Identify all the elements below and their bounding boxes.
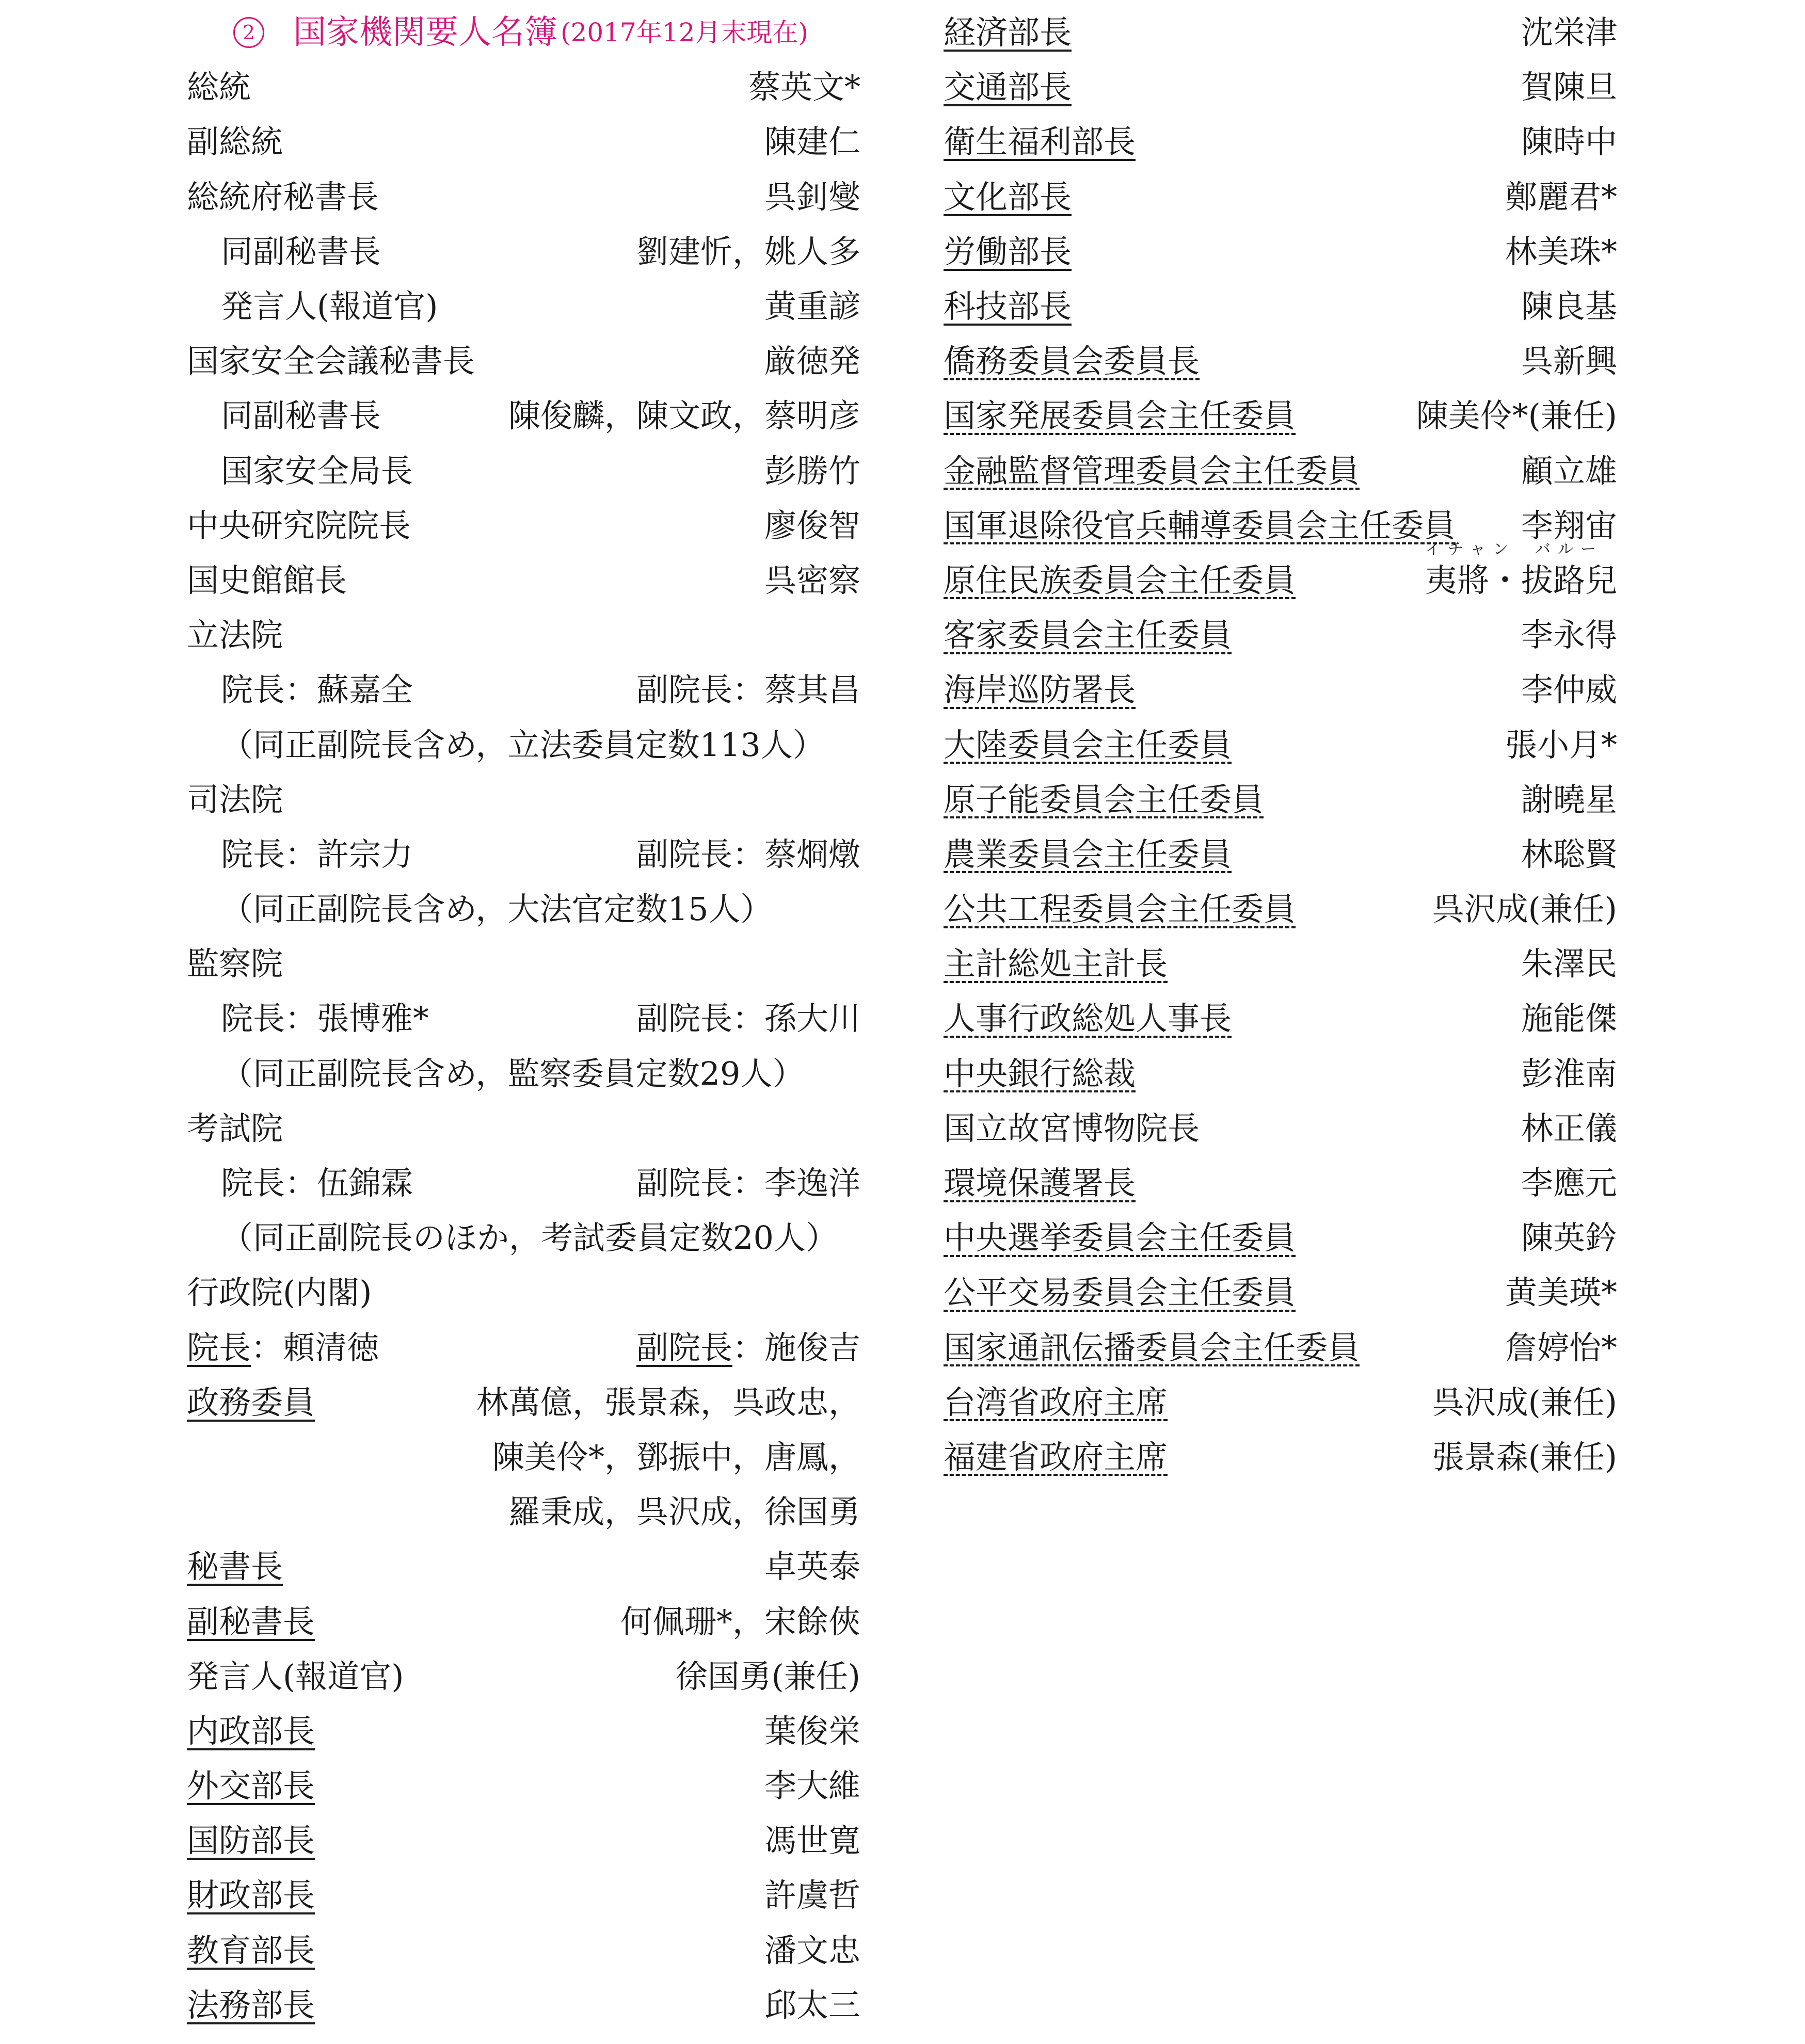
section-title	[187, 5, 860, 60]
entry-row	[187, 1759, 860, 1813]
post-label: 交通部長	[944, 68, 1072, 106]
entry-row	[944, 224, 1617, 279]
entry-row	[944, 937, 1617, 991]
vice-president-name: 副院長：李逸洋	[636, 1164, 860, 1202]
name-part: 拔路兒	[1521, 561, 1617, 599]
post-label: 総統府秘書長	[187, 178, 379, 216]
entry-row	[187, 170, 860, 224]
entry-row	[187, 1594, 860, 1649]
person-name: 馮世寛	[764, 1822, 860, 1860]
person-name: 卓英泰	[764, 1548, 860, 1586]
entry-row	[187, 498, 860, 553]
person-name: 陳美伶*(兼任)	[1416, 397, 1617, 435]
post-label: 福建省政府主席	[944, 1438, 1168, 1476]
post-label: 国家通訊伝播委員会主任委員	[944, 1328, 1360, 1366]
post-label: 内政部長	[187, 1712, 315, 1750]
seat-note	[187, 1211, 860, 1265]
post-label: 公共工程委員会主任委員	[944, 890, 1296, 928]
entry-row	[187, 1868, 860, 1923]
entry-row	[944, 334, 1617, 389]
post-label: 教育部長	[187, 1931, 315, 1969]
vice-president-name: 副院長：蔡其昌	[636, 671, 860, 709]
entry-row	[944, 115, 1617, 169]
left-column	[187, 5, 860, 2033]
name-separator: ・	[1489, 561, 1521, 599]
post-label: 衛生福利部長	[944, 123, 1136, 161]
post-label: 同副秘書長	[221, 232, 381, 270]
post-label: 経済部長	[944, 13, 1072, 52]
entry-row	[944, 389, 1617, 443]
post-label: 中央銀行総裁	[944, 1054, 1136, 1092]
person-name: 謝曉星	[1521, 780, 1617, 818]
entry-row	[944, 608, 1617, 663]
person-name: 張小月*	[1505, 726, 1617, 764]
post-label: 国防部長	[187, 1822, 315, 1860]
branch-label: 司法院	[187, 780, 283, 818]
title-date: (2017年12月末現在)	[561, 18, 808, 48]
person-name: 何佩珊*，宋餘俠	[620, 1602, 860, 1640]
entry-row	[944, 498, 1617, 553]
person-name: 呉新興	[1521, 342, 1617, 380]
entry-row	[187, 1704, 860, 1759]
post-label: 人事行政総処人事長	[944, 1000, 1232, 1038]
entry-row	[944, 772, 1617, 827]
person-name: 彭勝竹	[764, 452, 860, 490]
person-name: 林美珠*	[1505, 232, 1617, 270]
person-name: 黄美瑛*	[1505, 1274, 1617, 1312]
person-name: 邱太三	[764, 1986, 860, 2024]
person-name: 許虞哲	[764, 1876, 860, 1914]
post-label: 金融監督管理委員会主任委員	[944, 452, 1360, 490]
entry-row	[944, 279, 1617, 334]
right-column	[944, 5, 1617, 1485]
post-label: 副総統	[187, 123, 283, 161]
entry-row	[944, 170, 1617, 224]
entry-row	[187, 334, 860, 389]
entry-row	[944, 663, 1617, 717]
person-name: 呉釗燮	[764, 178, 860, 216]
post-label: 客家委員会主任委員	[944, 616, 1232, 654]
person-name: 廖俊智	[764, 506, 860, 544]
vice-president-name: 副院長：孫大川	[636, 1000, 860, 1038]
premier-name: ：頼清徳	[251, 1328, 379, 1366]
post-label: 外交部長	[187, 1767, 315, 1805]
vice-premier-title: 副院長	[636, 1328, 732, 1366]
leaders-row	[187, 1321, 860, 1375]
post-label: 原住民族委員会主任委員	[944, 561, 1296, 599]
premier-title: 院長	[187, 1328, 251, 1366]
note-text: （同正副院長のほか，考試委員定数20人）	[221, 1219, 838, 1257]
entry-row	[944, 882, 1617, 937]
entry-row	[187, 224, 860, 279]
branch-heading	[187, 937, 860, 991]
person-name: 施能傑	[1521, 1000, 1617, 1038]
person-name: 陳英鈐	[1521, 1219, 1617, 1257]
person-name: 呉密察	[764, 561, 860, 599]
entry-row	[944, 717, 1617, 772]
person-name: 朱澤民	[1521, 945, 1617, 983]
person-name: 黄重諺	[764, 287, 860, 326]
person-name: 沈栄津	[1521, 13, 1617, 52]
person-name: 葉俊栄	[764, 1712, 860, 1750]
person-name: 羅秉成，呉沢成，徐国勇	[508, 1493, 860, 1531]
vice-premier-name: ：施俊吉	[732, 1328, 860, 1366]
entry-row	[187, 115, 860, 169]
entry-row	[187, 1923, 860, 1978]
entry-row	[187, 553, 860, 608]
president-name: 院長：蘇嘉全	[221, 671, 413, 709]
person-name: 鄭麗君*	[1505, 178, 1617, 216]
entry-row	[187, 444, 860, 498]
person-name: 潘文忠	[764, 1931, 860, 1969]
entry-row	[944, 1101, 1617, 1156]
entry-row	[944, 1375, 1617, 1430]
branch-heading	[187, 1265, 860, 1320]
person-name: 陳俊麟，陳文政，蔡明彦	[508, 397, 860, 435]
entry-row	[944, 1047, 1617, 1101]
person-name: 詹婷怡*	[1505, 1328, 1617, 1366]
entry-row	[944, 991, 1617, 1046]
seat-note	[187, 882, 860, 937]
person-name: 李大維	[764, 1767, 860, 1805]
person-name: 林聡賢	[1521, 835, 1617, 873]
entry-row	[187, 1539, 860, 1594]
entry-row	[944, 1321, 1617, 1375]
person-name: 李翔宙	[1521, 506, 1617, 544]
entry-row	[944, 444, 1617, 498]
post-label: 国史館館長	[187, 561, 347, 599]
post-label: 財政部長	[187, 1876, 315, 1914]
post-label: 主計総処主計長	[944, 945, 1168, 983]
note-text: （同正副院長含め，立法委員定数113人）	[221, 726, 825, 764]
entry-row	[187, 60, 860, 115]
seat-note	[187, 1047, 860, 1101]
entry-row	[944, 827, 1617, 882]
person-name: 林萬億，張景森，呉政忠，	[476, 1383, 860, 1421]
leaders-row	[187, 827, 860, 882]
note-text: （同正副院長含め，大法官定数15人）	[221, 890, 773, 928]
name-part: 夷將	[1425, 561, 1489, 599]
note-text: （同正副院長含め，監察委員定数29人）	[221, 1054, 805, 1092]
person-name: 張景森(兼任)	[1432, 1438, 1617, 1476]
post-label: 副秘書長	[187, 1602, 315, 1640]
post-label: 国立故宮博物院長	[944, 1109, 1200, 1147]
person-name: 陳建仁	[764, 123, 860, 161]
post-label: 国家発展委員会主任委員	[944, 397, 1296, 435]
person-name: 陳美伶*，鄧振中，唐鳳，	[492, 1438, 860, 1476]
entry-row	[187, 1375, 860, 1430]
person-name: 陳時中	[1521, 123, 1617, 161]
leaders-row	[187, 991, 860, 1046]
post-label: 公平交易委員会主任委員	[944, 1274, 1296, 1312]
person-name: 呉沢成(兼任)	[1432, 1383, 1617, 1421]
person-name: 彭淮南	[1521, 1054, 1617, 1092]
entry-row-continued	[187, 1430, 860, 1485]
person-name: 李應元	[1521, 1164, 1617, 1202]
post-label: 政務委員	[187, 1383, 315, 1421]
entry-row	[944, 1156, 1617, 1211]
post-label: 法務部長	[187, 1986, 315, 2024]
branch-label: 考試院	[187, 1109, 283, 1147]
entry-row-continued	[187, 1485, 860, 1539]
section-number: 2	[233, 17, 264, 48]
entry-row	[944, 60, 1617, 115]
post-label: 農業委員会主任委員	[944, 835, 1232, 873]
branch-heading	[187, 608, 860, 663]
ruby-group	[1425, 540, 1516, 599]
post-label: 海岸巡防署長	[944, 671, 1136, 709]
person-name: 李永得	[1521, 616, 1617, 654]
post-label: 大陸委員会主任委員	[944, 726, 1232, 764]
person-name: 林正儀	[1521, 1109, 1617, 1147]
president-name: 院長：伍錦霖	[221, 1164, 413, 1202]
entry-row	[944, 5, 1617, 60]
person-name-with-ruby	[1425, 540, 1617, 599]
entry-row	[187, 1978, 860, 2033]
entry-row	[944, 1430, 1617, 1485]
title-main: 国家機関要人名簿	[293, 13, 557, 52]
branch-heading	[187, 772, 860, 827]
post-label: 僑務委員会委員長	[944, 342, 1200, 380]
post-label: 環境保護署長	[944, 1164, 1136, 1202]
post-label: 国家安全局長	[221, 452, 413, 490]
ruby-reading: バルー	[1535, 540, 1603, 558]
post-label: 科技部長	[944, 287, 1072, 326]
leaders-row	[187, 663, 860, 717]
entry-row	[187, 1649, 860, 1704]
branch-heading	[187, 1101, 860, 1156]
ruby-group	[1521, 540, 1617, 599]
person-name: 李仲威	[1521, 671, 1617, 709]
leaders-row	[187, 1156, 860, 1211]
branch-label: 行政院(内閣)	[187, 1274, 372, 1312]
entry-row	[944, 1265, 1617, 1320]
president-name: 院長：張博雅*	[221, 1000, 429, 1038]
entry-row	[187, 389, 860, 443]
post-label: 文化部長	[944, 178, 1072, 216]
person-name: 顧立雄	[1521, 452, 1617, 490]
entry-row	[944, 540, 1617, 608]
post-label: 発言人(報道官)	[187, 1657, 404, 1695]
vice-president-name: 副院長：蔡烱燉	[636, 835, 860, 873]
post-label: 秘書長	[187, 1548, 283, 1586]
person-name: 劉建忻，姚人多	[636, 232, 860, 270]
person-name: 徐国勇(兼任)	[675, 1657, 860, 1695]
person-name: 陳良基	[1521, 287, 1617, 326]
post-label: 発言人(報道官)	[221, 287, 438, 326]
person-name: 厳徳発	[764, 342, 860, 380]
branch-label: 監察院	[187, 945, 283, 983]
president-name: 院長：許宗力	[221, 835, 413, 873]
entry-row	[187, 279, 860, 334]
post-label: 労働部長	[944, 232, 1072, 270]
person-name: 呉沢成(兼任)	[1432, 890, 1617, 928]
post-label: 国軍退除役官兵輔導委員会主任委員	[944, 506, 1456, 544]
person-name: 蔡英文*	[748, 68, 860, 106]
post-label: 原子能委員会主任委員	[944, 780, 1264, 818]
post-label: 同副秘書長	[221, 397, 381, 435]
post-label: 総統	[187, 68, 251, 106]
seat-note	[187, 717, 860, 772]
ruby-reading: イチャン	[1425, 540, 1516, 558]
post-label: 国家安全会議秘書長	[187, 342, 475, 380]
branch-label: 立法院	[187, 616, 283, 654]
entry-row	[187, 1813, 860, 1868]
entry-row	[944, 1211, 1617, 1265]
person-name: 賀陳旦	[1521, 68, 1617, 106]
post-label: 中央研究院院長	[187, 506, 411, 544]
post-label: 台湾省政府主席	[944, 1383, 1168, 1421]
post-label: 中央選挙委員会主任委員	[944, 1219, 1296, 1257]
